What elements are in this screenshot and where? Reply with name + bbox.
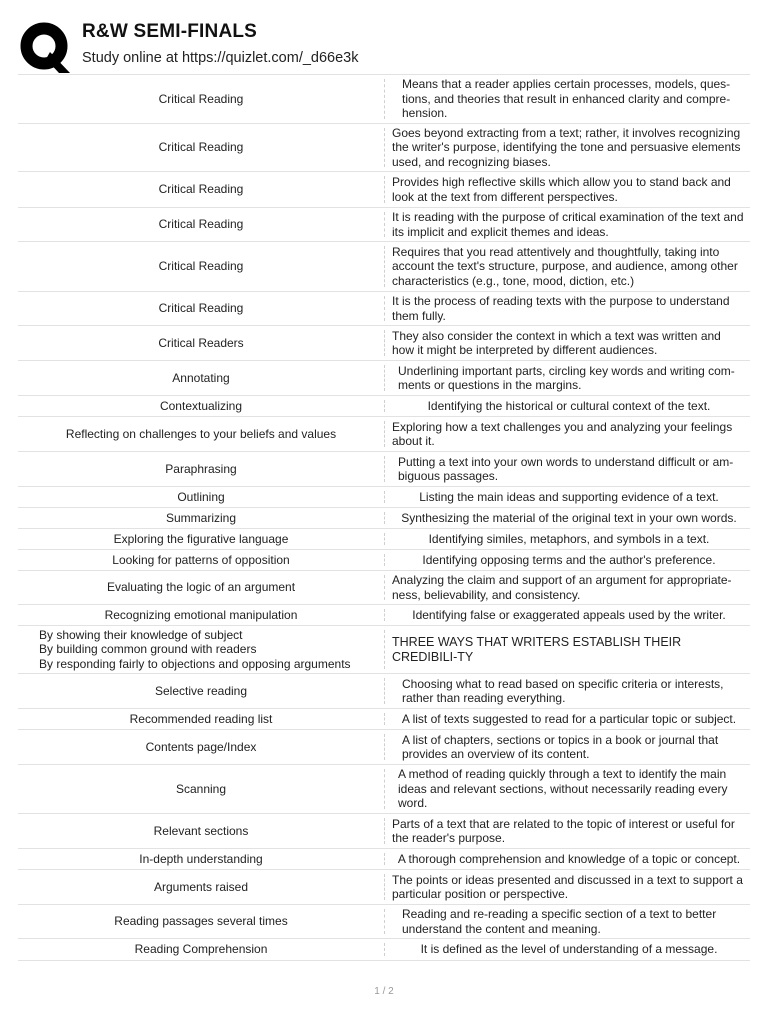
definition-cell: Identifying opposing terms and the author's preference. [384,550,750,570]
table-row [18,765,750,814]
definition-cell: A list of texts suggested to read for a particular topic or subject. [384,709,750,729]
term-cell: Recognizing emotional manipulation [104,607,298,622]
definition-cell: Identifying similes, metaphors, and symbols in a text. [384,529,750,549]
definition-cell: It is the process of reading texts with the purpose to understand them fully. [384,292,750,325]
table-row [18,326,750,361]
definition-cell: Identifying the historical or cultural context of the text. [384,396,750,416]
flashcard-table [18,74,750,961]
table-row [18,242,750,292]
study-link-text: Study online at https://quizlet.com/_d66e3k [82,50,359,66]
term-cell: Reflecting on challenges to your beliefs and values [65,426,337,441]
term-cell: In-depth understanding [139,851,263,866]
table-row [18,905,750,939]
table-row [18,452,750,487]
definition-cell: Analyzing the claim and support of an argument for appropriate-ness, believability, and consistency. [384,571,750,604]
term-cell: Reading Comprehension [134,942,268,957]
definition-cell: It is defined as the level of understanding of a message. [384,939,750,960]
definition-cell: Reading and re-reading a specific section of a text to better understand the content and meaning. [384,905,750,938]
table-row [18,674,750,709]
term-cell: Exploring the figurative language [113,531,289,546]
term-cell: Summarizing [165,510,237,525]
table-row [18,550,750,571]
definition-cell: Provides high reflective skills which allow you to stand back and look at the text from different perspectives. [384,172,750,207]
quizlet-logo-icon [20,22,74,76]
term-cell [18,626,384,673]
definition-cell: Parts of a text that are related to the topic of interest or useful for the reader's purpose. [384,814,750,848]
definition-cell: It is reading with the purpose of critical examination of the text and its implicit and explicit themes and ideas. [384,208,750,241]
definition-cell: THREE WAYS THAT WRITERS ESTABLISH THEIR CREDIBILI-TY [384,626,750,673]
table-row [18,709,750,730]
term-line: By building common ground with readers [39,642,257,657]
table-row [18,292,750,326]
table-row [18,605,750,626]
definition-cell: The points or ideas presented and discussed in a text to support a particular position or perspective. [384,870,750,904]
term-cell: Critical Reading [158,217,244,232]
definition-cell: They also consider the context in which a text was written and how it might be interpreted by different audiences. [384,326,750,360]
term-cell: Relevant sections [153,823,249,838]
table-row [18,730,750,765]
table-row [18,529,750,550]
term-cell: Arguments raised [153,879,249,894]
table-row [18,626,750,674]
term-line: By responding fairly to objections and opposing arguments [39,656,351,671]
definition-cell: Means that a reader applies certain processes, models, ques-tions, and theories that result in enhanced clarity and compre-hension. [384,75,750,123]
definition-cell: Exploring how a text challenges you and analyzing your feelings about it. [384,417,750,451]
definition-cell: A method of reading quickly through a text to identify the main ideas and relevant sections, without necessarily reading every word. [384,765,750,813]
term-cell: Scanning [175,781,227,796]
table-row [18,508,750,529]
table-row [18,124,750,172]
term-cell: Critical Reading [158,259,244,274]
term-cell: Critical Reading [158,182,244,197]
table-row [18,849,750,870]
definition-cell: Putting a text into your own words to understand difficult or am-biguous passages. [384,452,750,486]
term-cell: Evaluating the logic of an argument [106,580,296,595]
definition-cell: Underlining important parts, circling key words and writing com-ments or questions in the margins. [384,361,750,395]
definition-cell: Identifying false or exaggerated appeals used by the writer. [384,605,750,625]
term-cell: Critical Reading [158,301,244,316]
term-cell: Reading passages several times [114,914,288,929]
table-row [18,172,750,208]
table-row [18,939,750,961]
term-cell: Outlining [177,489,225,504]
table-row [18,814,750,849]
term-cell: Looking for patterns of opposition [112,552,290,567]
term-cell: Critical Reading [158,91,244,106]
definition-cell: Choosing what to read based on specific criteria or interests, rather than reading everything. [384,674,750,708]
definition-cell: Requires that you read attentively and thoughtfully, taking into account the text's structure, purpose, and audience, among other characteristics (e.g., tone, mood, diction, etc.) [384,242,750,291]
table-row [18,870,750,905]
page-title: R&W SEMI-FINALS [82,21,258,42]
term-cell: Selective reading [154,683,248,698]
term-cell: Critical Reading [158,140,244,155]
definition-cell: A thorough comprehension and knowledge of a topic or concept. [384,849,750,869]
definition-cell: Synthesizing the material of the original text in your own words. [384,508,750,528]
term-cell: Recommended reading list [129,711,273,726]
definition-cell: Listing the main ideas and supporting evidence of a text. [384,487,750,507]
definition-cell: A list of chapters, sections or topics in a book or journal that provides an overview of its content. [384,730,750,764]
table-row [18,396,750,417]
term-cell: Contextualizing [159,398,243,413]
page-number: 1 / 2 [374,986,394,997]
table-row [18,487,750,508]
table-row [18,571,750,605]
term-cell: Contents page/Index [145,739,257,754]
term-cell: Critical Readers [158,335,244,350]
page-header [18,18,758,73]
definition-cell: Goes beyond extracting from a text; rather, it involves recognizing the writer's purpose, identifying the tone and persuasive elements used, and recognizing biases. [384,124,750,171]
table-row [18,417,750,452]
term-cell: Paraphrasing [165,461,237,476]
table-row [18,208,750,242]
term-line: By showing their knowledge of subject [39,627,243,642]
table-row [18,361,750,396]
term-cell: Annotating [172,370,230,385]
table-row [18,75,750,124]
